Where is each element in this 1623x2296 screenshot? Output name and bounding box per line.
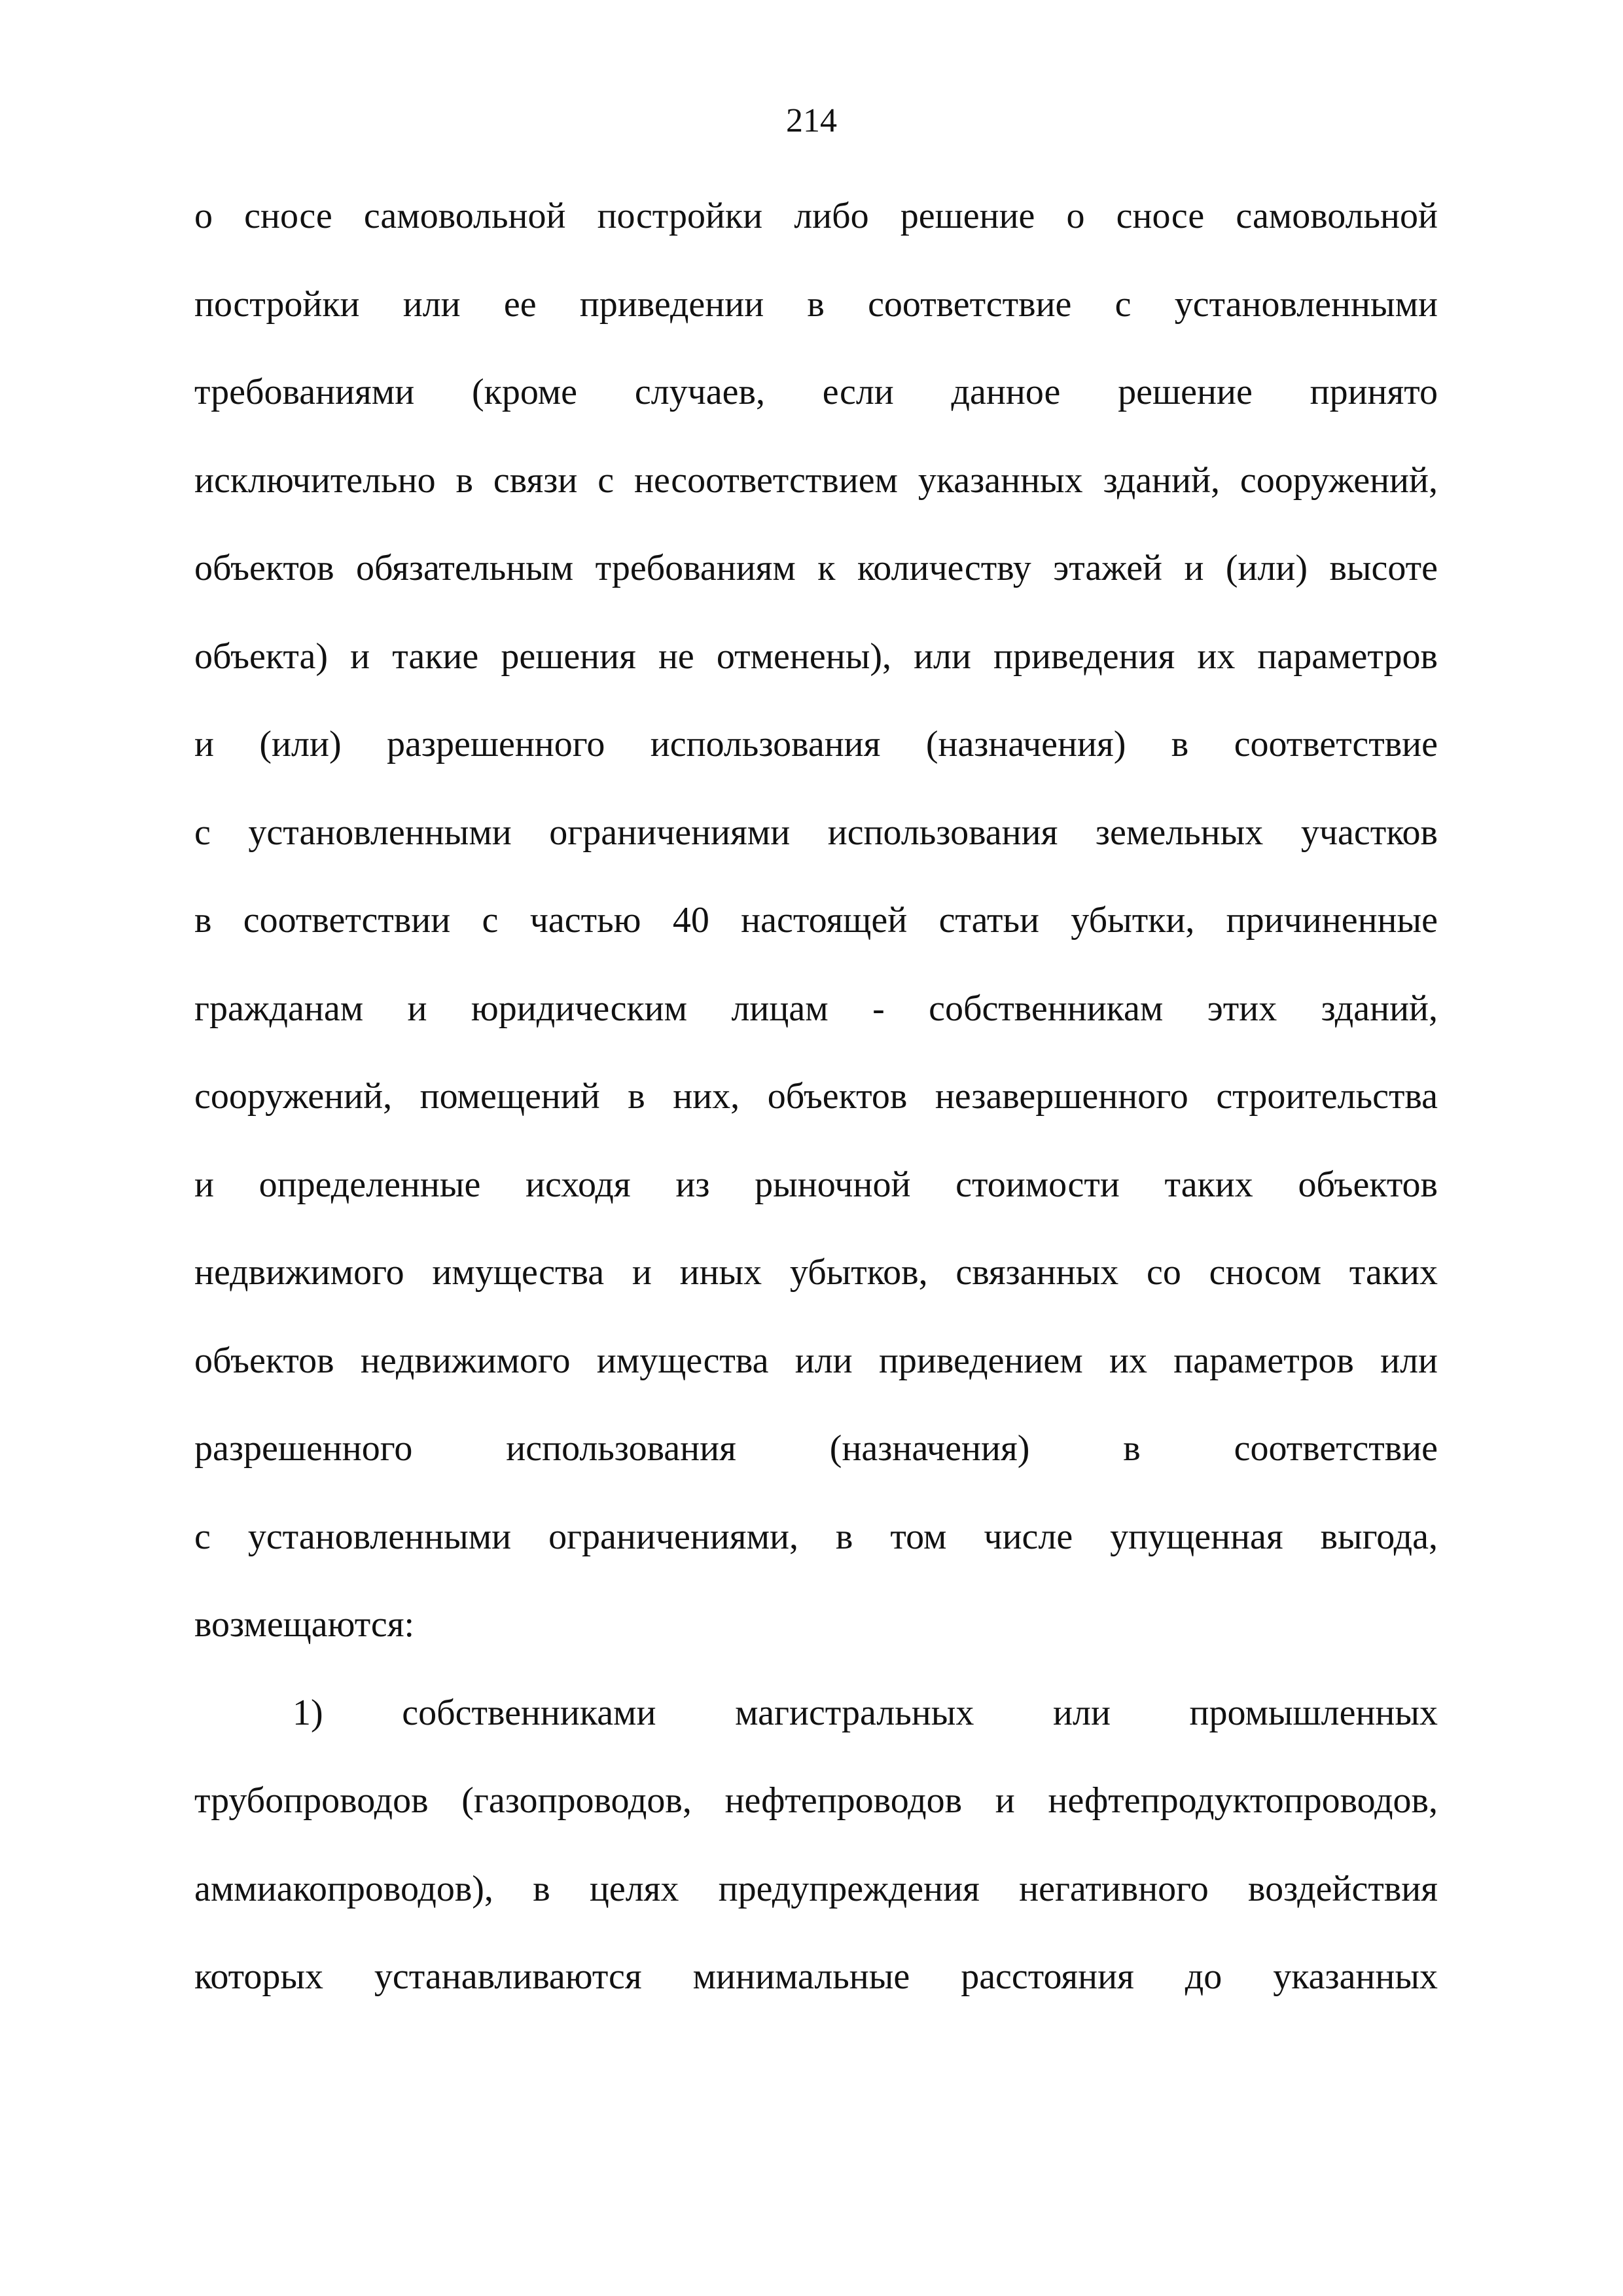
page-number: 214 — [786, 102, 837, 139]
text-line: аммиакопроводов), в целях предупреждения негативного воздействия — [194, 1868, 1438, 1909]
text-line: разрешенного использования (назначения) в соответствие — [194, 1428, 1438, 1469]
text-line: и (или) разрешенного использования (назначения) в соответствие — [194, 724, 1438, 764]
text-line: объектов обязательным требованиям к количеству этажей и (или) высоте — [194, 548, 1438, 588]
paragraph — [194, 190, 1438, 1687]
text-line: о сносе самовольной постройки либо решение о сносе самовольной — [194, 196, 1438, 236]
document-body — [194, 190, 1438, 2039]
text-line: с установленными ограничениями использования земельных участков — [194, 812, 1438, 853]
text-line: 1) собственниками магистральных или промышленных — [293, 1692, 1438, 1733]
text-line: объектов недвижимого имущества или приведением их параметров или — [194, 1340, 1438, 1381]
text-line: которых устанавливаются минимальные расстояния до указанных — [194, 1956, 1438, 1997]
text-line: возмещаются: — [194, 1604, 415, 1645]
text-line: трубопроводов (газопроводов, нефтепроводов и нефтепродуктопроводов, — [194, 1780, 1438, 1821]
text-line: недвижимого имущества и иных убытков, связанных со сносом таких — [194, 1252, 1438, 1293]
text-line: объекта) и такие решения не отменены), или приведения их параметров — [194, 636, 1438, 677]
text-line: с установленными ограничениями, в том числе упущенная выгода, — [194, 1516, 1438, 1557]
text-line: и определенные исходя из рыночной стоимости таких объектов — [194, 1164, 1438, 1205]
text-line: требованиями (кроме случаев, если данное решение принято — [194, 372, 1438, 412]
text-line: гражданам и юридическим лицам - собственникам этих зданий, — [194, 988, 1438, 1029]
text-line: постройки или ее приведении в соответствие с установленными — [194, 283, 1438, 325]
text-line: сооружений, помещений в них, объектов незавершенного строительства — [194, 1076, 1438, 1117]
paragraph — [194, 1687, 1438, 2039]
text-line: исключительно в связи с несоответствием указанных зданий, сооружений, — [194, 459, 1438, 501]
text-line: в соответствии с частью 40 настоящей статьи убытки, причиненные — [194, 900, 1438, 941]
